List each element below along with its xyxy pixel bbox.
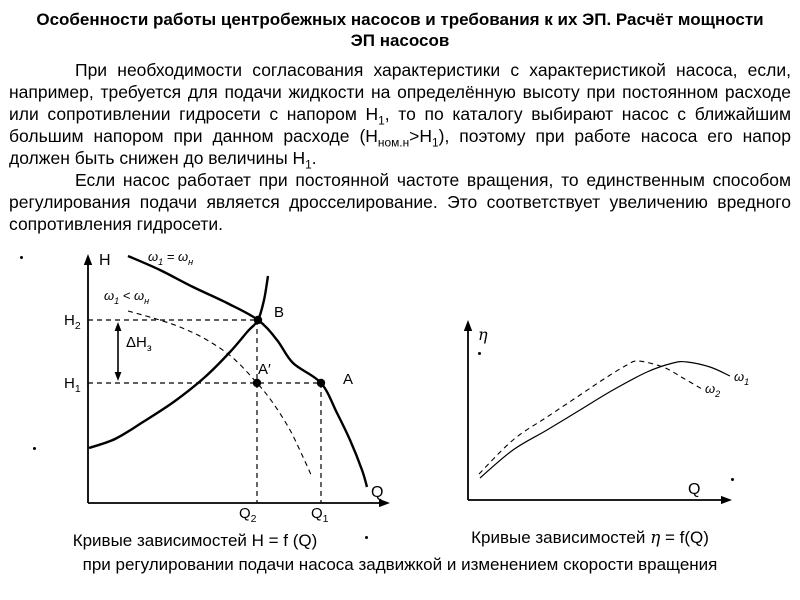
efficiency-chart-caption: Кривые зависимостей η = f(Q)	[471, 528, 709, 548]
xtick-Q1: $Q_1$	[311, 505, 329, 525]
stray-dot	[365, 536, 368, 539]
paragraph-throttling-intro: При необходимости согласования характеристики с характеристикой насоса, если, например, требуется для подачи жидкости на определённую высоту при постоянном расходе или сопротивлении гидросети с напором $Н_1$, то по каталогу выбирают насос с ближайшим большим напором при данном расходе $(Н_{ном.н}>Н_1)$, поэтому при работе насоса его напор должен быть снижен до величины $Н_1$.	[9, 60, 791, 172]
y-axis-arrow	[464, 320, 472, 331]
efficiency-chart-svg	[440, 300, 770, 510]
point-A-prime	[253, 379, 261, 387]
curve-label-omega1-lt-nominal: $\omega_1 < \omega_н$	[104, 288, 150, 306]
stray-dot	[33, 447, 36, 450]
efficiency-chart-ylabel: η	[478, 325, 488, 344]
stray-dot	[20, 256, 23, 259]
point-label-B: B	[274, 304, 285, 321]
pump-curve-nominal-speed	[128, 256, 367, 487]
efficiency-curve-omega1	[480, 362, 730, 478]
ytick-H1: $Н_1$	[64, 375, 81, 395]
delta-h-arrow-head-up	[115, 322, 122, 331]
page-title	[0, 9, 800, 51]
curve-label-omega2: $\omega_2$	[705, 381, 721, 399]
hq-chart-ylabel: Н	[99, 252, 111, 269]
point-label-A-prime: A′	[258, 361, 271, 378]
point-label-A: A	[343, 371, 354, 388]
curve-label-omega1-eq-nominal: $\omega_1 = \omega_н$	[148, 249, 194, 267]
hq-chart	[55, 240, 400, 530]
delta-h-arrow-head-down	[115, 372, 122, 381]
delta-h-label: $\Delta Н_з$	[126, 334, 152, 354]
paragraph-constant-speed: Если насос работает при постоянной частоте вращения, то единственным способом регулирования подачи является дросселирование. Это соответствует увеличению вредного сопротивления гидросети.	[9, 170, 791, 234]
ytick-H2: $Н_2$	[64, 312, 81, 332]
point-B	[254, 316, 262, 324]
y-axis-arrow	[84, 254, 92, 265]
efficiency-chart-xlabel: Q	[688, 481, 701, 498]
stray-dot	[478, 352, 481, 355]
point-A	[317, 379, 325, 387]
hq-chart-svg	[55, 240, 400, 530]
stray-dot	[731, 478, 734, 481]
page-title-line1: Особенности работы центробежных насосов и требования к их ЭП. Расчёт мощности	[36, 10, 764, 29]
xtick-Q2: $Q_2$	[239, 505, 257, 525]
body-text	[9, 59, 791, 235]
x-axis-arrow	[721, 496, 732, 504]
efficiency-chart	[440, 300, 770, 510]
curve-label-omega1: $\omega_1$	[734, 369, 750, 387]
pump-curve-reduced-speed	[128, 311, 312, 477]
efficiency-curve-omega2	[479, 361, 702, 474]
hq-chart-xlabel: Q	[371, 484, 384, 501]
hq-chart-caption: Кривые зависимостей Н = f (Q)	[72, 531, 318, 550]
charts-subcaption: при регулировании подачи насоса задвижкой и изменением скорости вращения	[82, 555, 718, 574]
page-title-line2: ЭП насосов	[350, 31, 450, 50]
